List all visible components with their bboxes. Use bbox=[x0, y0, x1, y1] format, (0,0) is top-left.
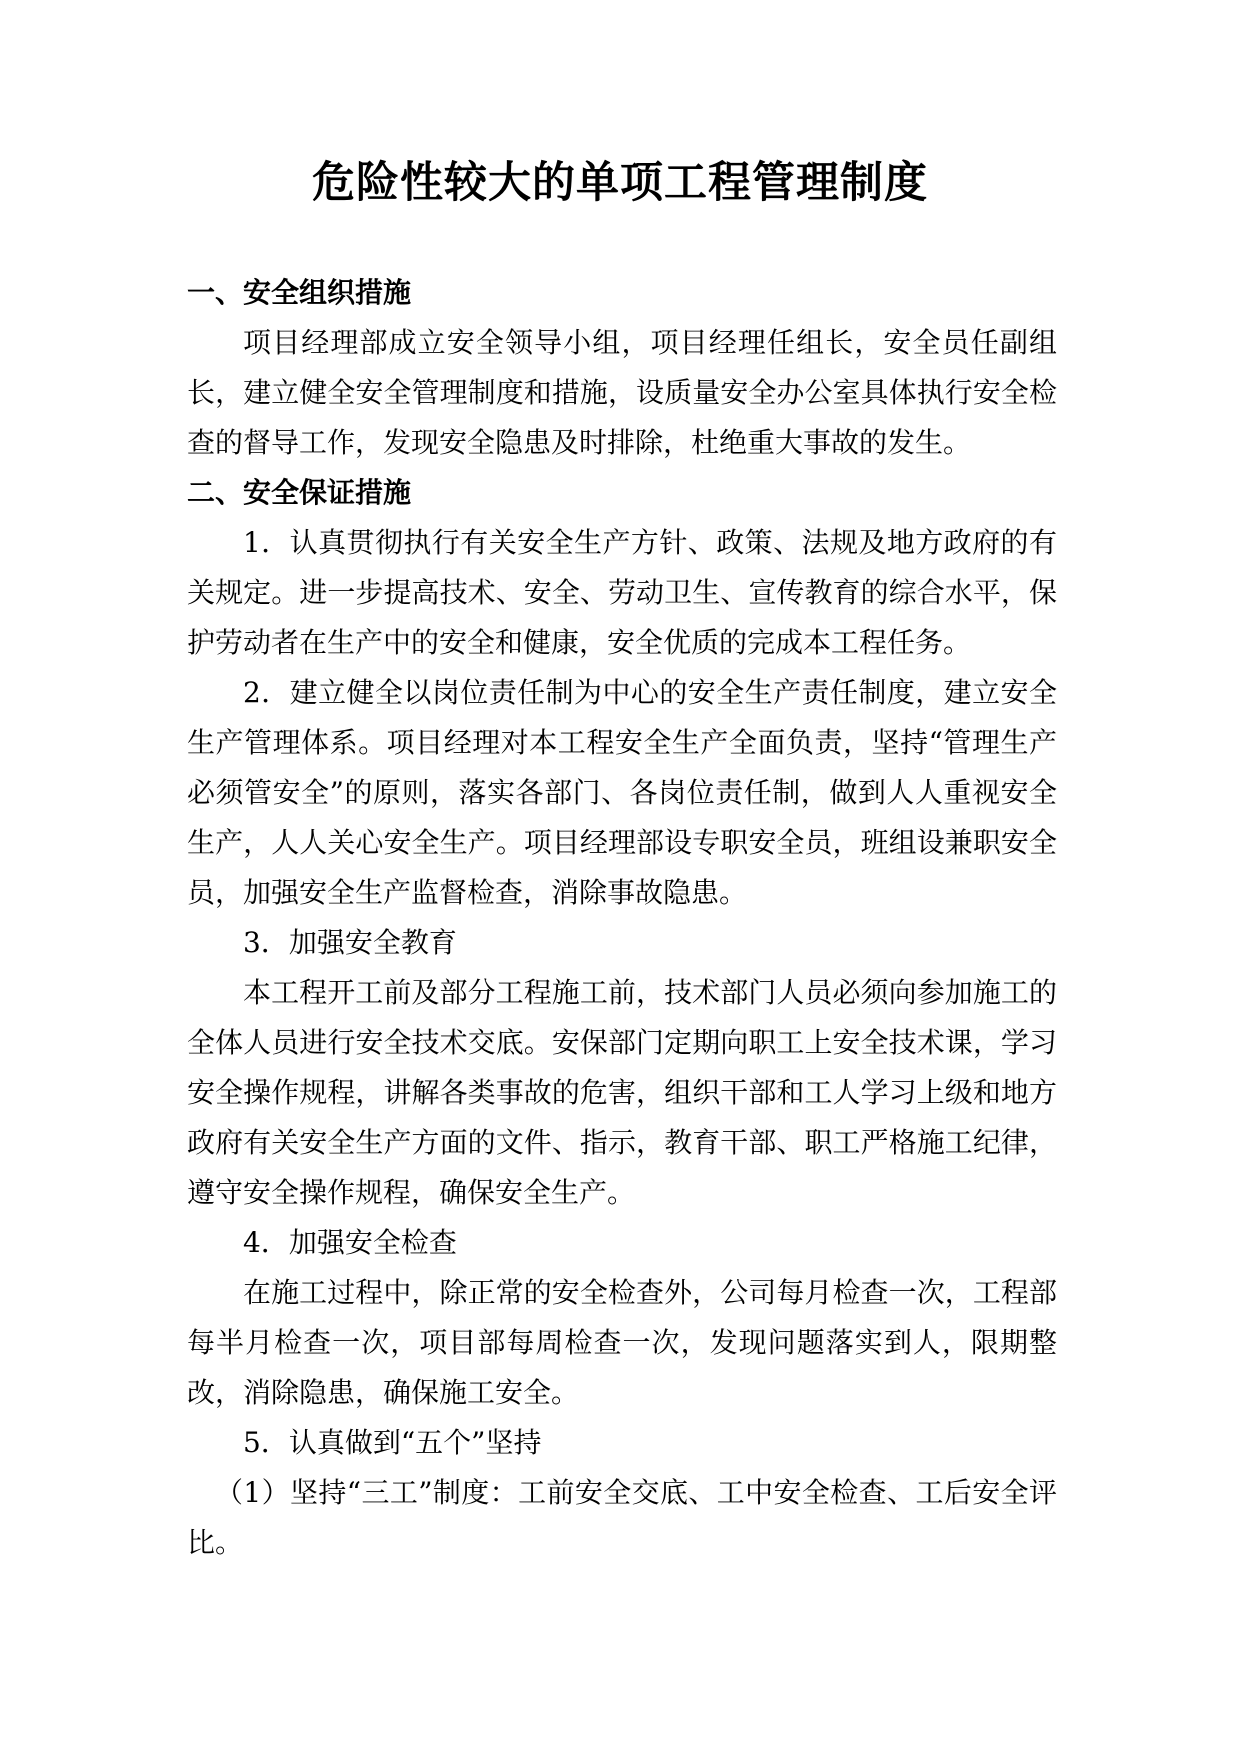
document-body bbox=[187, 268, 1057, 1568]
section-2-paragraph-2: 2．建立健全以岗位责任制为中心的安全生产责任制度，建立安全生产管理体系。项目经理对本工程安全生产全面负责，坚持“管理生产必须管安全”的原则，落实各部门、各岗位责任制，做到人人重视安全生产，人人关心安全生产。项目经理部设专职安全员，班组设兼职安全员，加强安全生产监督检查，消除事故隐患。 bbox=[187, 676, 1057, 909]
subheading-five-persistences: 5．认真做到“五个”坚持 bbox=[243, 1426, 542, 1459]
subheading-safety-inspection: 4．加强安全检查 bbox=[243, 1226, 457, 1259]
section-heading-1: 一、安全组织措施 bbox=[187, 276, 412, 309]
section-1-paragraph-1: 项目经理部成立安全领导小组，项目经理任组长，安全员任副组长，建立健全安全管理制度和措施，设质量安全办公室具体执行安全检查的督导工作，发现安全隐患及时排除，杜绝重大事故的发生。 bbox=[187, 326, 1057, 459]
section-2-paragraph-6: 在施工过程中，除正常的安全检查外，公司每月检查一次，工程部每半月检查一次，项目部每周检查一次，发现问题落实到人，限期整改，消除隐患，确保施工安全。 bbox=[187, 1276, 1057, 1409]
list-item-1: （1）坚持“三工”制度：工前安全交底、工中安全检查、工后安全评比。 bbox=[187, 1476, 1057, 1559]
section-2-paragraph-1: 1．认真贯彻执行有关安全生产方针、政策、法规及地方政府的有关规定。进一步提高技术、安全、劳动卫生、宣传教育的综合水平，保护劳动者在生产中的安全和健康，安全优质的完成本工程任务。 bbox=[187, 526, 1057, 659]
subheading-safety-education: 3．加强安全教育 bbox=[243, 926, 457, 959]
page-title: 危险性较大的单项工程管理制度 bbox=[312, 158, 928, 208]
section-heading-2: 二、安全保证措施 bbox=[187, 476, 412, 509]
section-2-paragraph-4: 本工程开工前及部分工程施工前，技术部门人员必须向参加施工的全体人员进行安全技术交底。安保部门定期向职工上安全技术课，学习安全操作规程，讲解各类事故的危害，组织干部和工人学习上级和地方政府有关安全生产方面的文件、指示，教育干部、职工严格施工纪律，遵守安全操作规程，确保安全生产。 bbox=[187, 976, 1057, 1209]
